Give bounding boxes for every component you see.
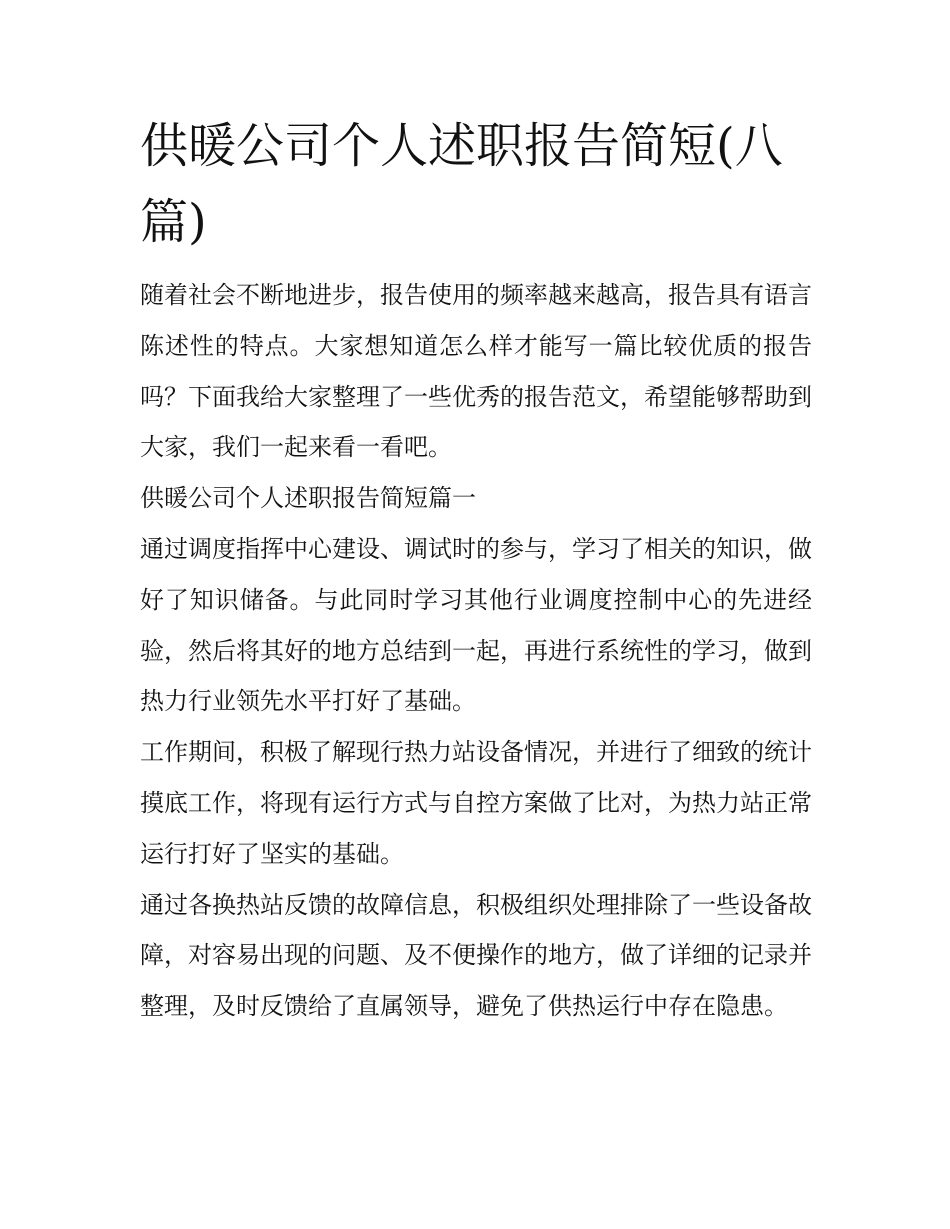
body-paragraph: 通过调度指挥中心建设、调试时的参与，学习了相关的知识，做好了知识储备。与此同时学习其他行业调度控制中心的先进经验，然后将其好的地方总结到一起，再进行系统性的学习，做到热力行业领先水平打好了基础。 [140,534,812,716]
intro-paragraph: 随着社会不断地进步，报告使用的频率越来越高，报告具有语言陈述性的特点。大家想知道怎么样才能写一篇比较优质的报告吗？下面我给大家整理了一些优秀的报告范文，希望能够帮助到大家，我们一起来看一看吧。 [140,281,812,462]
body-paragraph: 工作期间，积极了解现行热力站设备情况，并进行了细致的统计摸底工作，将现有运行方式与自控方案做了比对，为热力站正常运行打好了坚实的基础。 [140,738,812,868]
section-heading: 供暖公司个人述职报告简短篇一 [140,484,476,513]
document-page [140,108,812,1032]
body-paragraph: 通过各换热站反馈的故障信息，积极组织处理排除了一些设备故障，对容易出现的问题、及不便操作的地方，做了详细的记录并整理，及时反馈给了直属领导，避免了供热运行中存在隐患。 [140,890,812,1021]
document-title: 供暖公司个人述职报告简短(八篇) [140,118,783,250]
